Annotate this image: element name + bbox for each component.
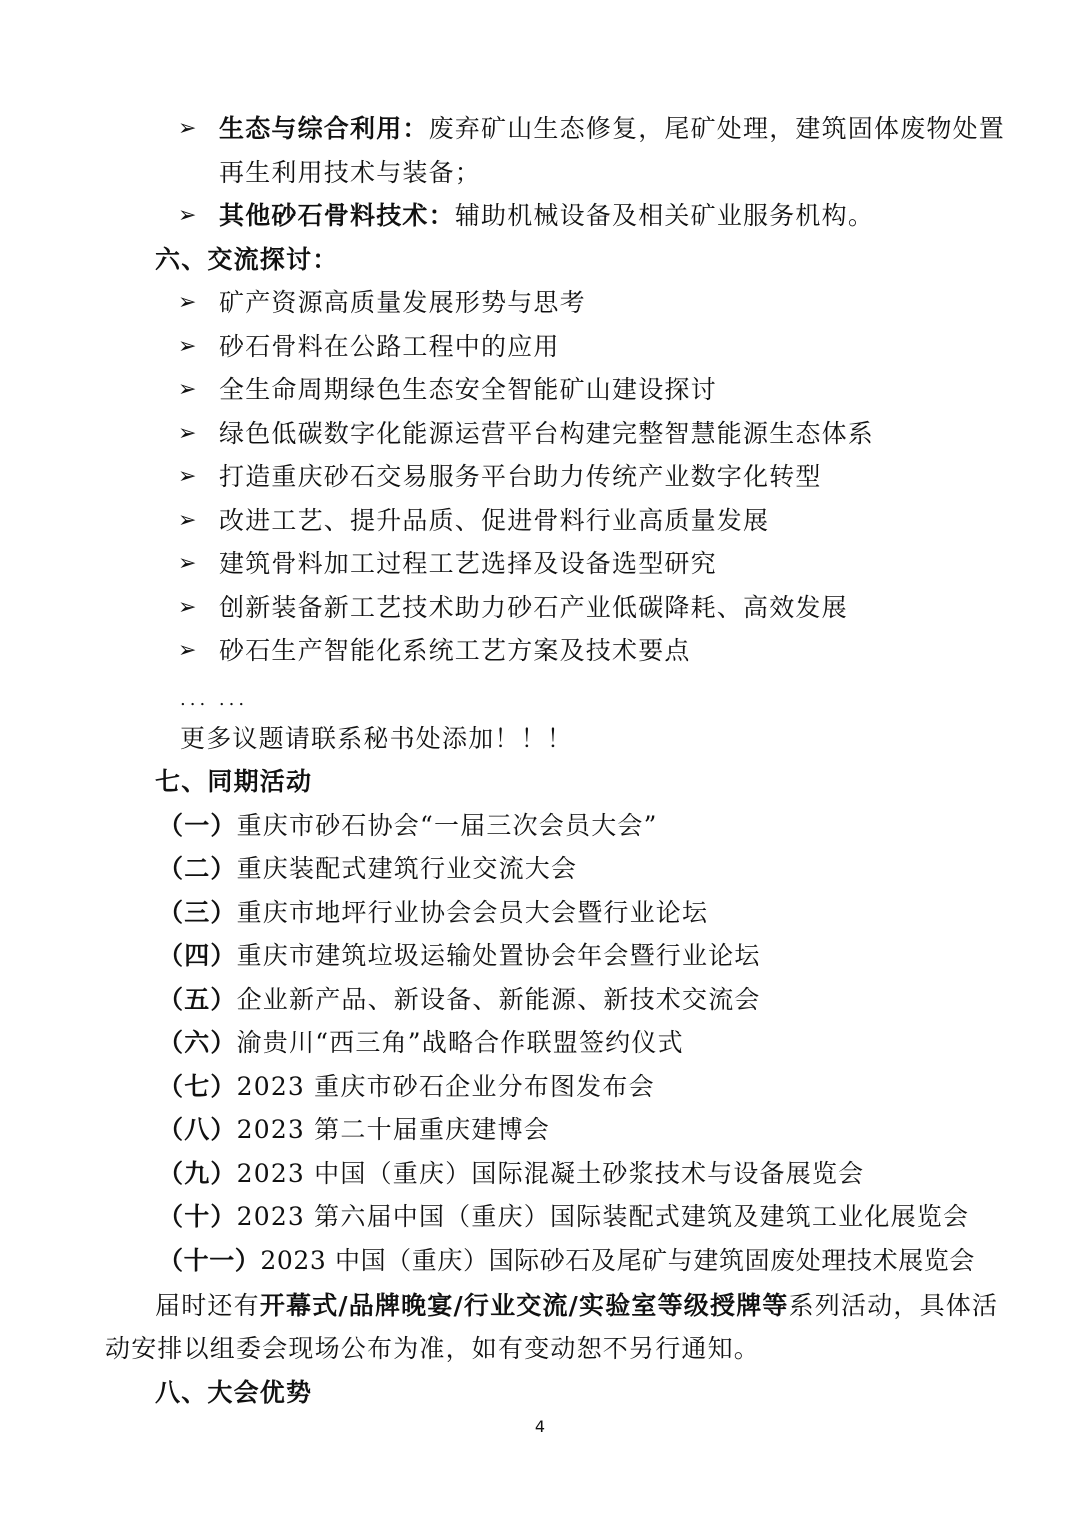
arrow-bullet-icon: ➢ (178, 203, 197, 228)
list-item: 砂石生产智能化系统工艺方案及技术要点 (219, 636, 691, 665)
arrow-bullet-icon: ➢ (178, 638, 197, 663)
list-item: 生态与综合利用：废弃矿山生态修复，尾矿处理，建筑固体废物处置 (219, 114, 1006, 143)
page-number: 4 (534, 1417, 546, 1436)
list-item: （六）渝贵川“西三角”战略合作联盟签约仪式 (158, 1028, 684, 1057)
list-item: 其他砂石骨料技术：辅助机械设备及相关矿业服务机构。 (219, 201, 875, 230)
ellipsis: ... ... (180, 689, 249, 710)
list-item: （七）2023 重庆市砂石企业分布图发布会 (158, 1072, 655, 1101)
section-heading: 六、交流探讨： (155, 245, 339, 274)
list-item: 绿色低碳数字化能源运营平台构建完整智慧能源生态体系 (219, 419, 875, 448)
list-item: （十一）2023 中国（重庆）国际砂石及尾矿与建筑固废处理技术展览会 (158, 1246, 975, 1275)
list-item: （八）2023 第二十届重庆建博会 (158, 1115, 550, 1144)
list-item: （二）重庆装配式建筑行业交流大会 (158, 854, 578, 883)
arrow-bullet-icon: ➢ (178, 551, 197, 576)
list-item: （五）企业新产品、新设备、新能源、新技术交流会 (158, 985, 761, 1014)
more-topics-note: 更多议题请联系秘书处添加！！！ (180, 724, 574, 753)
list-item: （十）2023 第六届中国（重庆）国际装配式建筑及建筑工业化展览会 (158, 1202, 970, 1231)
list-item: 砂石骨料在公路工程中的应用 (219, 332, 560, 361)
arrow-bullet-icon: ➢ (178, 508, 197, 533)
arrow-bullet-icon: ➢ (178, 377, 197, 402)
list-item: （一）重庆市砂石协会“一届三次会员大会” (158, 811, 658, 840)
list-item: 打造重庆砂石交易服务平台助力传统产业数字化转型 (219, 462, 822, 491)
section-heading: 七、同期活动 (155, 767, 313, 796)
arrow-bullet-icon: ➢ (178, 595, 197, 620)
arrow-bullet-icon: ➢ (178, 290, 197, 315)
list-item: （四）重庆市建筑垃圾运输处置协会年会暨行业论坛 (158, 941, 761, 970)
list-item: 改进工艺、提升品质、促进骨料行业高质量发展 (219, 506, 770, 535)
activities-paragraph-continuation: 动安排以组委会现场公布为准，如有变动恕不另行通知。 (105, 1334, 761, 1363)
list-item: 建筑骨料加工过程工艺选择及设备选型研究 (219, 549, 717, 578)
arrow-bullet-icon: ➢ (178, 421, 197, 446)
arrow-bullet-icon: ➢ (178, 464, 197, 489)
arrow-bullet-icon: ➢ (178, 116, 197, 141)
list-item: 创新装备新工艺技术助力砂石产业低碳降耗、高效发展 (219, 593, 848, 622)
list-item: 全生命周期绿色生态安全智能矿山建设探讨 (219, 375, 717, 404)
list-item-continuation: 再生利用技术与装备； (219, 158, 482, 187)
activities-paragraph: 届时还有开幕式/品牌晚宴/行业交流/实验室等级授牌等系列活动，具体活 (155, 1291, 999, 1320)
list-item: （三）重庆市地坪行业协会会员大会暨行业论坛 (158, 898, 709, 927)
list-item: （九）2023 中国（重庆）国际混凝土砂浆技术与设备展览会 (158, 1159, 865, 1188)
list-item: 矿产资源高质量发展形势与思考 (219, 288, 586, 317)
section-heading: 八、大会优势 (155, 1378, 313, 1407)
arrow-bullet-icon: ➢ (178, 334, 197, 359)
